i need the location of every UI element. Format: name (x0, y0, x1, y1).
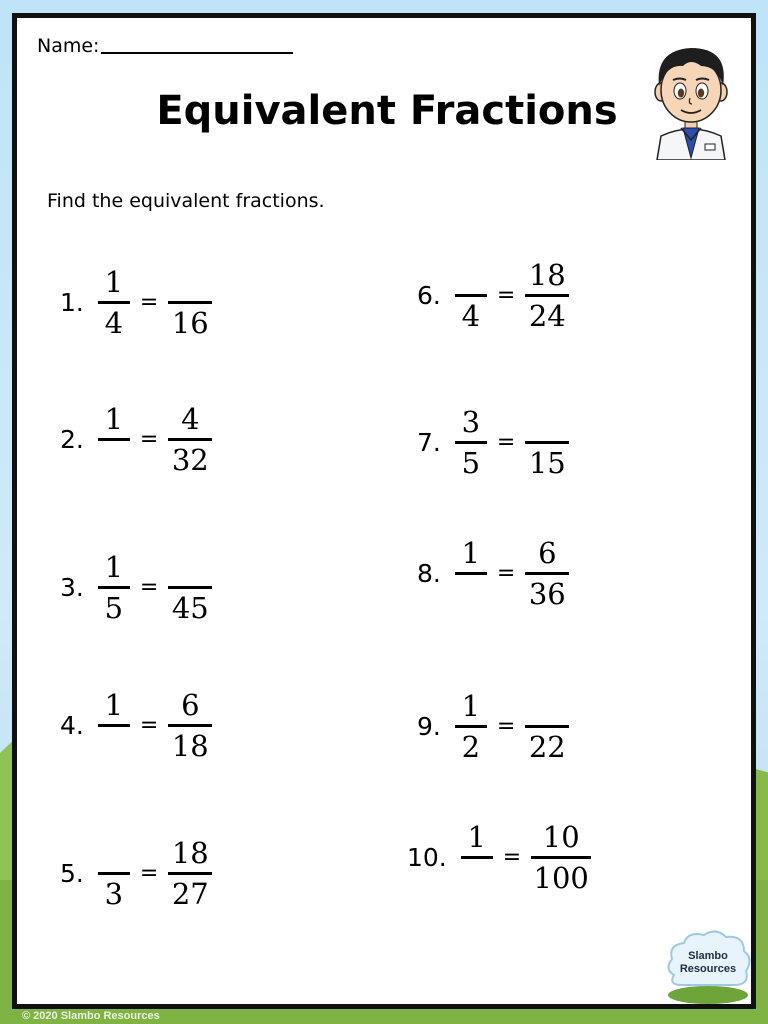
fraction-left (98, 265, 130, 340)
fraction-bar (455, 441, 487, 444)
equals-sign: = (496, 714, 516, 739)
denominator: 32 (171, 443, 209, 477)
problem-6 (417, 258, 569, 333)
fraction-right (525, 689, 569, 764)
denominator: 3 (104, 877, 124, 911)
fraction-right (531, 820, 591, 895)
worksheet-page (12, 13, 756, 1009)
fraction-bar (168, 301, 212, 304)
problem-number: 6. (417, 281, 441, 310)
fraction-bar (525, 572, 569, 575)
denominator: 100 (533, 861, 589, 895)
problem-3 (60, 550, 212, 625)
problem-9 (417, 689, 569, 764)
denominator: 4 (104, 306, 124, 340)
fraction-bar (455, 294, 487, 297)
fraction-bar (531, 856, 591, 859)
fraction-right (525, 405, 569, 480)
denominator: 4 (461, 299, 481, 333)
denominator: 5 (104, 591, 124, 625)
denominator: 16 (171, 306, 209, 340)
equals-sign: = (496, 561, 516, 586)
problem-2 (60, 402, 212, 477)
problem-number: 7. (417, 428, 441, 457)
numerator: 1 (461, 536, 481, 570)
problem-number: 9. (417, 712, 441, 741)
fraction-left (98, 402, 130, 477)
problem-number: 8. (417, 559, 441, 588)
problem-number: 4. (60, 711, 84, 740)
denominator: 27 (171, 877, 209, 911)
denominator: 24 (528, 299, 566, 333)
name-label: Name: (37, 35, 100, 57)
fraction-right (168, 688, 212, 763)
problem-1 (60, 265, 212, 340)
fraction-bar (168, 872, 212, 875)
scientist-boy-icon (643, 36, 739, 160)
equals-sign: = (502, 845, 522, 870)
problem-4 (60, 688, 212, 763)
equals-sign: = (139, 713, 159, 738)
fraction-bar (455, 725, 487, 728)
fraction-bar (168, 438, 212, 441)
fraction-bar (461, 856, 493, 859)
equals-sign: = (139, 861, 159, 886)
denominator: 5 (461, 446, 481, 480)
fraction-left (455, 689, 487, 764)
equals-sign: = (496, 283, 516, 308)
numerator: 4 (181, 402, 200, 436)
fraction-bar (168, 586, 212, 589)
numerator: 1 (461, 689, 481, 723)
denominator: 2 (461, 730, 481, 764)
fraction-right (525, 258, 569, 333)
copyright-text: © 2020 Slambo Resources (22, 1010, 160, 1022)
fraction-left (98, 550, 130, 625)
numerator: 18 (171, 836, 209, 870)
numerator: 6 (181, 688, 200, 722)
fraction-right (168, 550, 212, 625)
fraction-left (98, 836, 130, 911)
instruction-text: Find the equivalent fractions. (47, 190, 325, 212)
problem-number: 1. (60, 288, 84, 317)
denominator: 15 (528, 446, 566, 480)
fraction-bar (525, 725, 569, 728)
fraction-left (455, 258, 487, 333)
fraction-bar (525, 294, 569, 297)
fraction-bar (525, 441, 569, 444)
fraction-right (168, 265, 212, 340)
problem-number: 3. (60, 573, 84, 602)
logo-line1: Slambo (688, 950, 728, 962)
problem-number: 10. (407, 843, 447, 872)
fraction-left (461, 820, 493, 895)
fraction-right (168, 836, 212, 911)
fraction-left (455, 536, 487, 611)
fraction-left (455, 405, 487, 480)
denominator: 18 (171, 729, 209, 763)
fraction-bar (98, 872, 130, 875)
numerator: 6 (538, 536, 557, 570)
denominator: 36 (528, 577, 566, 611)
denominator: 22 (528, 730, 566, 764)
numerator: 18 (528, 258, 566, 292)
problem-8 (417, 536, 569, 611)
fraction-bar (98, 586, 130, 589)
equals-sign: = (139, 290, 159, 315)
fraction-bar (455, 572, 487, 575)
page-title: Equivalent Fractions (156, 88, 618, 134)
slambo-resources-logo-icon (660, 925, 756, 1005)
numerator: 3 (461, 405, 481, 439)
fraction-bar (98, 724, 130, 727)
equals-sign: = (496, 430, 516, 455)
numerator: 1 (104, 688, 124, 722)
fraction-right (168, 402, 212, 477)
problem-number: 2. (60, 425, 84, 454)
equals-sign: = (139, 575, 159, 600)
fraction-bar (98, 301, 130, 304)
problem-number: 5. (60, 859, 84, 888)
problem-10 (407, 820, 591, 895)
problem-7 (417, 405, 569, 480)
denominator: 45 (171, 591, 209, 625)
problem-5 (60, 836, 212, 911)
numerator: 1 (467, 820, 486, 854)
logo-line2: Resources (679, 963, 737, 975)
name-blank-line[interactable] (101, 34, 293, 54)
equals-sign: = (139, 427, 159, 452)
fraction-left (98, 688, 130, 763)
fraction-right (525, 536, 569, 611)
name-field-row (37, 34, 293, 57)
fraction-bar (168, 724, 212, 727)
numerator: 1 (104, 402, 124, 436)
numerator: 10 (542, 820, 580, 854)
fraction-bar (98, 438, 130, 441)
numerator: 1 (104, 265, 124, 299)
numerator: 1 (104, 550, 124, 584)
